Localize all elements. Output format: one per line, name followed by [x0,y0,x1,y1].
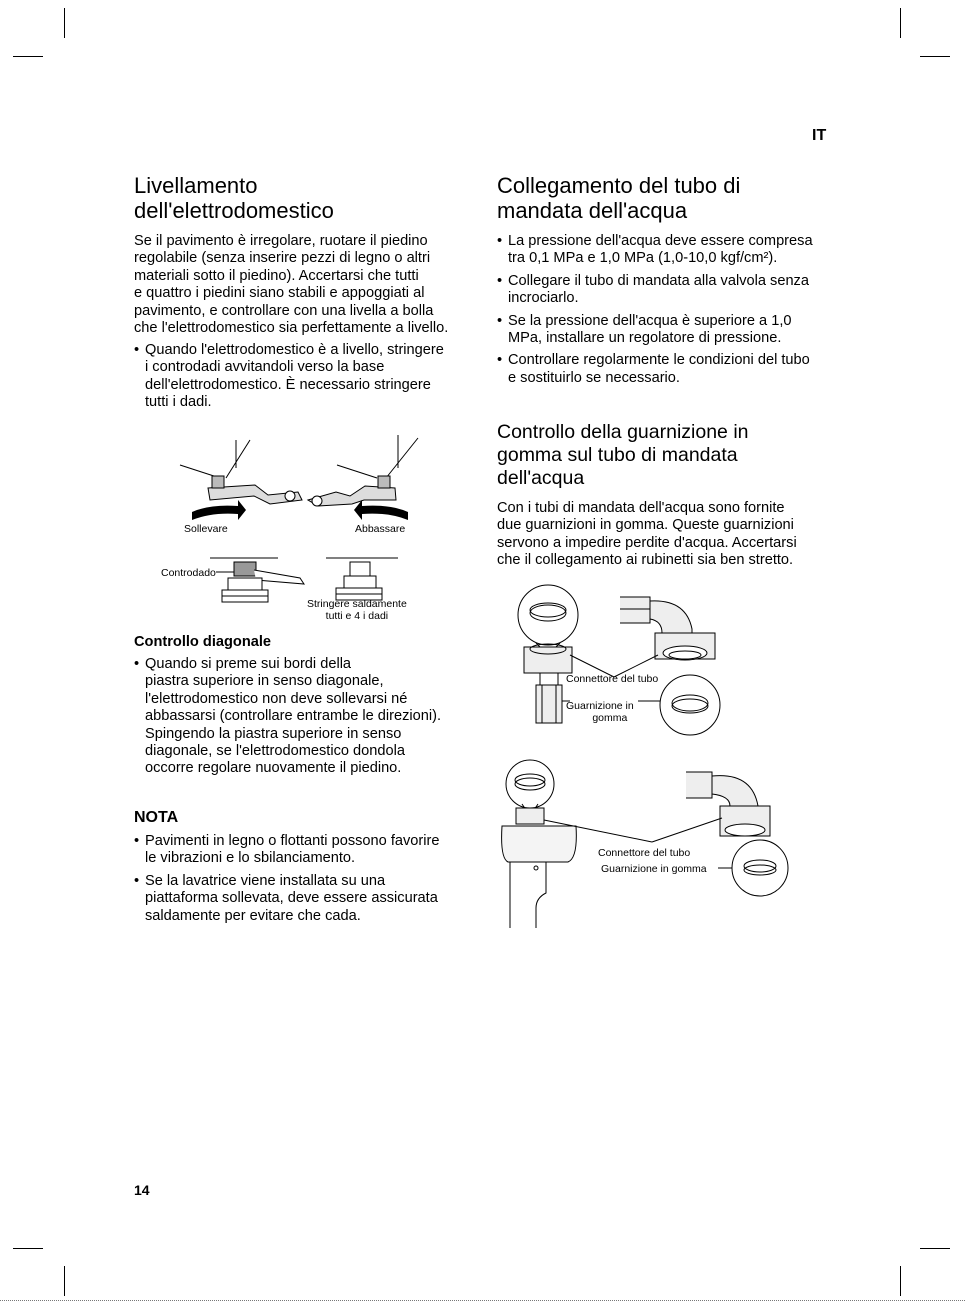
text-line: abbassarsi (controllare entrambe le direzioni). [145,708,442,725]
text-line: Se il pavimento è irregolare, ruotare il piedino [134,233,428,249]
text-line: l'elettrodomestico non deve sollevarsi né [145,690,408,707]
bottom-dotted-rule [0,1300,965,1301]
list-item [134,833,439,868]
lower-label: Abbassare [355,523,406,535]
text-line: saldamente per evitare che cada. [145,907,361,924]
diagonal-check-title: Controllo diagonale [134,634,272,650]
crop-mark [13,1248,43,1249]
text-line: e quattro i piedini siano stabili e appoggiati al [134,285,425,302]
text-line: • La pressione dell'acqua deve essere compresa [508,233,813,249]
text-line: • Quando l'elettrodomestico è a livello, stringere [145,342,444,358]
text-line: • Se la lavatrice viene installata su una [145,872,386,889]
list-item [134,873,439,925]
list-item [497,233,813,268]
text-line: due guarnizioni in gomma. Queste guarnizioni [497,517,794,534]
crop-mark [13,56,43,57]
tighten-label [307,598,407,622]
text-line: i controdadi avvitandoli verso la base [145,359,385,376]
gasket-paragraph [497,500,797,570]
title-line: dell'acqua [497,467,585,489]
title-line: Livellamento [134,173,258,198]
hose-connector-label: Connettore del tubo [598,847,691,859]
leveling-intro-paragraph [134,233,448,337]
crop-mark [920,56,950,57]
text-line: servono a impedire perdite d'acqua. Accertarsi [497,534,797,551]
title-line: Collegamento del tubo di [497,173,741,198]
text-line: le vibrazioni e lo sbilanciamento. [145,850,356,867]
crop-mark [64,1266,65,1296]
text-line: incrociarlo. [508,290,579,307]
list-item [134,342,444,412]
list-item [497,352,813,387]
locknut-label: Controdado [161,567,216,579]
title-line: Controllo della guarnizione in [497,421,749,443]
title-line: mandata dell'acqua [497,198,688,223]
text-line: gomma [592,712,628,724]
text-line: diagonale, se l'elettrodomestico dondola [145,743,405,760]
text-line: pavimento, e controllare con una livella a bolla [134,302,434,319]
text-line: piattaforma sollevata, deve essere assicurata [145,890,438,907]
hose-section-title [497,173,740,223]
text-line: • Collegare il tubo di mandata alla valvola senza [508,272,809,289]
text-line: e sostituirlo se necessario. [508,369,680,386]
text-line: dell'elettrodomestico. È necessario stringere [145,376,431,393]
text-line: Con i tubi di mandata dell'acqua sono fornite [497,500,785,516]
text-line: • Se la pressione dell'acqua è superiore a 1,0 [508,312,792,329]
note-title: NOTA [134,809,179,826]
language-code: IT [812,127,827,144]
text-line: • Pavimenti in legno o flottanti possono favorire [145,833,440,849]
text-line: tra 0,1 MPa e 1,0 MPa (1,0-10,0 kgf/cm²). [508,250,778,267]
rubber-gasket-label [566,700,634,724]
note-bullet-list [134,833,439,925]
text-line: regolabile (senza inserire pezzi di legno o altri [134,250,431,267]
list-item [497,273,813,308]
crop-mark [900,8,901,38]
crop-mark [64,8,65,38]
title-line: gomma sul tubo di mandata [497,444,738,466]
raise-label: Sollevare [184,523,228,535]
page-number: 14 [134,1182,150,1198]
gasket-section-title [497,421,749,490]
text-line: • Quando si preme sui bordi della [145,656,352,672]
text-line: Stringere saldamente [307,598,407,610]
diagonal-bullet-list [134,656,441,778]
text-line: piastra superiore in senso diagonale, [145,673,384,690]
list-item [497,313,813,348]
title-line: dell'elettrodomestico [134,198,334,223]
list-item [134,656,441,778]
leveling-bullet-list [134,342,444,412]
text-line: tutti i dadi. [145,394,212,411]
leveling-section-title [134,173,334,223]
crop-mark [920,1248,950,1249]
crop-mark [900,1266,901,1296]
text-line: occorre regolare nuovamente il piedino. [145,760,402,777]
text-line: che il collegamento ai rubinetti sia ben stretto. [497,552,794,569]
text-line: tutti e 4 i dadi [325,610,389,622]
hose-bullet-list [497,233,813,387]
text-line: • Controllare regolarmente le condizioni del tubo [508,352,810,369]
hose-connector-label: Connettore del tubo [566,673,659,685]
rubber-gasket-label: Guarnizione in gomma [601,863,707,875]
text-line: Spingendo la piastra superiore in senso [145,725,402,742]
text-line: materiali sotto il piedino). Accertarsi che tutti [134,267,419,284]
text-line: Guarnizione in [566,700,634,712]
text-line: che l'elettrodomestico sia perfettamente a livello. [134,320,449,337]
text-line: MPa, installare un regolatore di pressione. [508,330,782,347]
hose-connector-illustration-2 [496,758,796,928]
